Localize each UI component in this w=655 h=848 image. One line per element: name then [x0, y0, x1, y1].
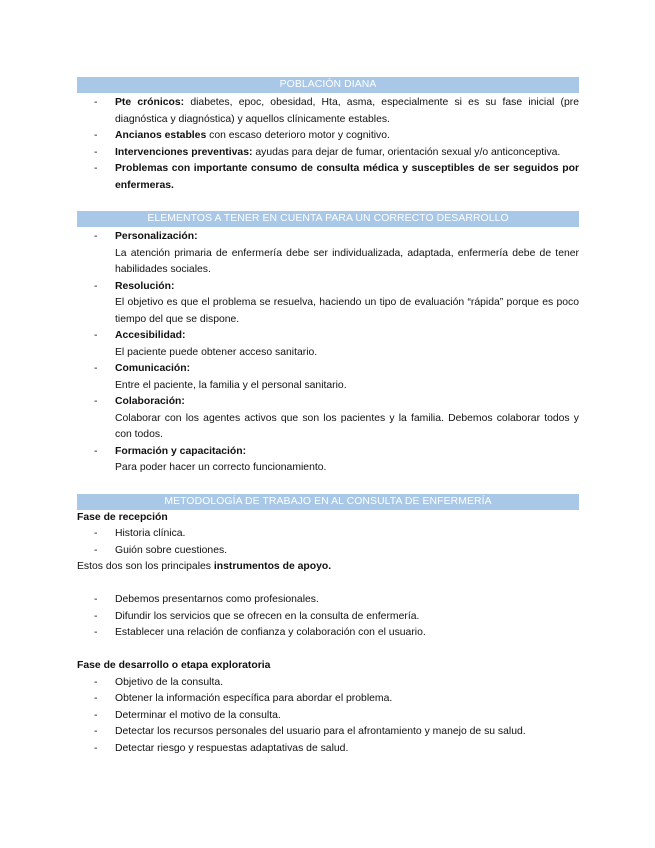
dash-bullet: -	[94, 627, 98, 638]
poblacion-list	[77, 95, 579, 194]
item-label: Accesibilidad:	[115, 330, 186, 341]
item-text: Difundir los servicios que se ofrecen en la consulta de enfermería.	[115, 610, 420, 622]
item-text: ayudas para dejar de fumar, orientación sexual y/o anticonceptiva.	[252, 146, 561, 158]
item-text: con escaso deterioro motor y cognitivo.	[206, 130, 390, 141]
item-text: Determinar el motivo de la consulta.	[115, 709, 281, 721]
dash-bullet: -	[94, 709, 98, 721]
item-text: Objetivo de la consulta.	[115, 676, 224, 688]
dash-bullet: -	[94, 146, 98, 158]
dash-bullet: -	[94, 363, 98, 374]
item-label: Colaboración:	[115, 396, 185, 407]
list-item	[77, 708, 579, 725]
dash-bullet: -	[94, 528, 98, 539]
list-item	[77, 361, 579, 394]
item-text: El objetivo es que el problema se resuelva, haciendo un tipo de evaluación “rápida” porque es poco tiempo del que se dispone.	[115, 297, 579, 325]
item-text: Colaborar con los agentes activos que son los pacientes y la familia. Debemos colaborar todos y con todos.	[115, 412, 579, 440]
list-item	[77, 95, 579, 128]
list-item	[77, 145, 579, 162]
list-item	[77, 543, 579, 560]
item-text: Detectar los recursos personales del usuario para el afrontamiento y manejo de su salud.	[115, 726, 526, 737]
list-item	[77, 161, 579, 194]
list-item	[77, 625, 579, 642]
fase-recepcion-list	[77, 526, 579, 559]
dash-bullet: -	[94, 693, 98, 704]
fase-desarrollo-heading: Fase de desarrollo o etapa exploratoria	[77, 660, 271, 671]
list-item	[77, 724, 579, 741]
list-item	[77, 444, 579, 477]
dash-bullet: -	[94, 594, 98, 605]
fase-recepcion-heading: Fase de recepción	[77, 511, 168, 523]
item-text: Entre el paciente, la familia y el personal sanitario.	[115, 379, 347, 391]
item-text: Historia clínica.	[115, 528, 186, 539]
item-label: Comunicación:	[115, 363, 191, 374]
list-item	[77, 526, 579, 543]
dash-bullet: -	[94, 445, 98, 457]
document-page	[77, 77, 579, 757]
item-label: Personalización:	[115, 231, 198, 242]
list-item	[77, 394, 579, 444]
item-text: Para poder hacer un correcto funcionamiento.	[115, 462, 327, 473]
dash-bullet: -	[94, 544, 98, 556]
dash-bullet: -	[94, 97, 98, 108]
item-label: Ancianos estables	[115, 130, 207, 141]
spacer	[77, 642, 579, 659]
dash-bullet: -	[94, 396, 98, 407]
dash-bullet: -	[94, 330, 98, 341]
elementos-list	[77, 229, 579, 477]
section-header-metodologia: METODOLOGÍA DE TRABAJO EN AL CONSULTA DE ENFERMERÍA	[77, 494, 579, 510]
item-label: Resolución:	[115, 280, 175, 292]
item-text: Obtener la información específica para abordar el problema.	[115, 693, 393, 704]
list-item	[77, 675, 579, 692]
dash-bullet: -	[94, 676, 98, 688]
dash-bullet: -	[94, 163, 98, 174]
item-label: Pte crónicos:	[115, 97, 185, 108]
note-bold: instrumentos de apoyo.	[213, 561, 332, 572]
list-item	[77, 741, 579, 758]
item-label: Problemas con importante consumo de consulta médica y susceptibles de ser seguidos por enfermeras.	[115, 163, 579, 191]
dash-bullet: -	[94, 280, 98, 292]
item-label: Formación y capacitación:	[115, 445, 247, 457]
list-item	[77, 279, 579, 329]
list-item	[77, 592, 579, 609]
item-text: La atención primaria de enfermería debe ser individualizada, adaptada, enfermería debe de tener habilidades sociales.	[115, 247, 579, 275]
item-text: Establecer una relación de confianza y colaboración con el usuario.	[115, 627, 426, 638]
dash-bullet: -	[94, 742, 98, 754]
section-header-poblacion-diana: POBLACIÓN DIANA	[77, 77, 579, 93]
item-text: Guión sobre cuestiones.	[115, 544, 228, 556]
dash-bullet: -	[94, 610, 98, 622]
item-text: El paciente puede obtener acceso sanitario.	[115, 346, 318, 358]
section-header-elementos: ELEMENTOS A TENER EN CUENTA PARA UN CORRECTO DESARROLLO	[77, 211, 579, 227]
dash-bullet: -	[94, 726, 98, 737]
list-item	[77, 229, 579, 279]
item-text: Detectar riesgo y respuestas adaptativas de salud.	[115, 742, 349, 754]
spacer	[77, 576, 579, 593]
item-text: Debemos presentarnos como profesionales.	[115, 594, 319, 605]
fase-recepcion-list-2	[77, 592, 579, 642]
item-label: Intervenciones preventivas:	[115, 146, 253, 158]
list-item	[77, 328, 579, 361]
fase-desarrollo-list	[77, 675, 579, 758]
dash-bullet: -	[94, 231, 98, 242]
dash-bullet: -	[94, 130, 98, 141]
list-item	[77, 691, 579, 708]
list-item	[77, 609, 579, 626]
item-text: diabetes, epoc, obesidad, Hta, asma, especialmente si es su fase inicial (pre diagnóstica y diagnóstica) y aquellos clínicamente estables.	[115, 97, 579, 125]
list-item	[77, 128, 579, 145]
note-text: Estos dos son los principales	[77, 561, 214, 572]
instrumentos-note	[77, 559, 579, 576]
